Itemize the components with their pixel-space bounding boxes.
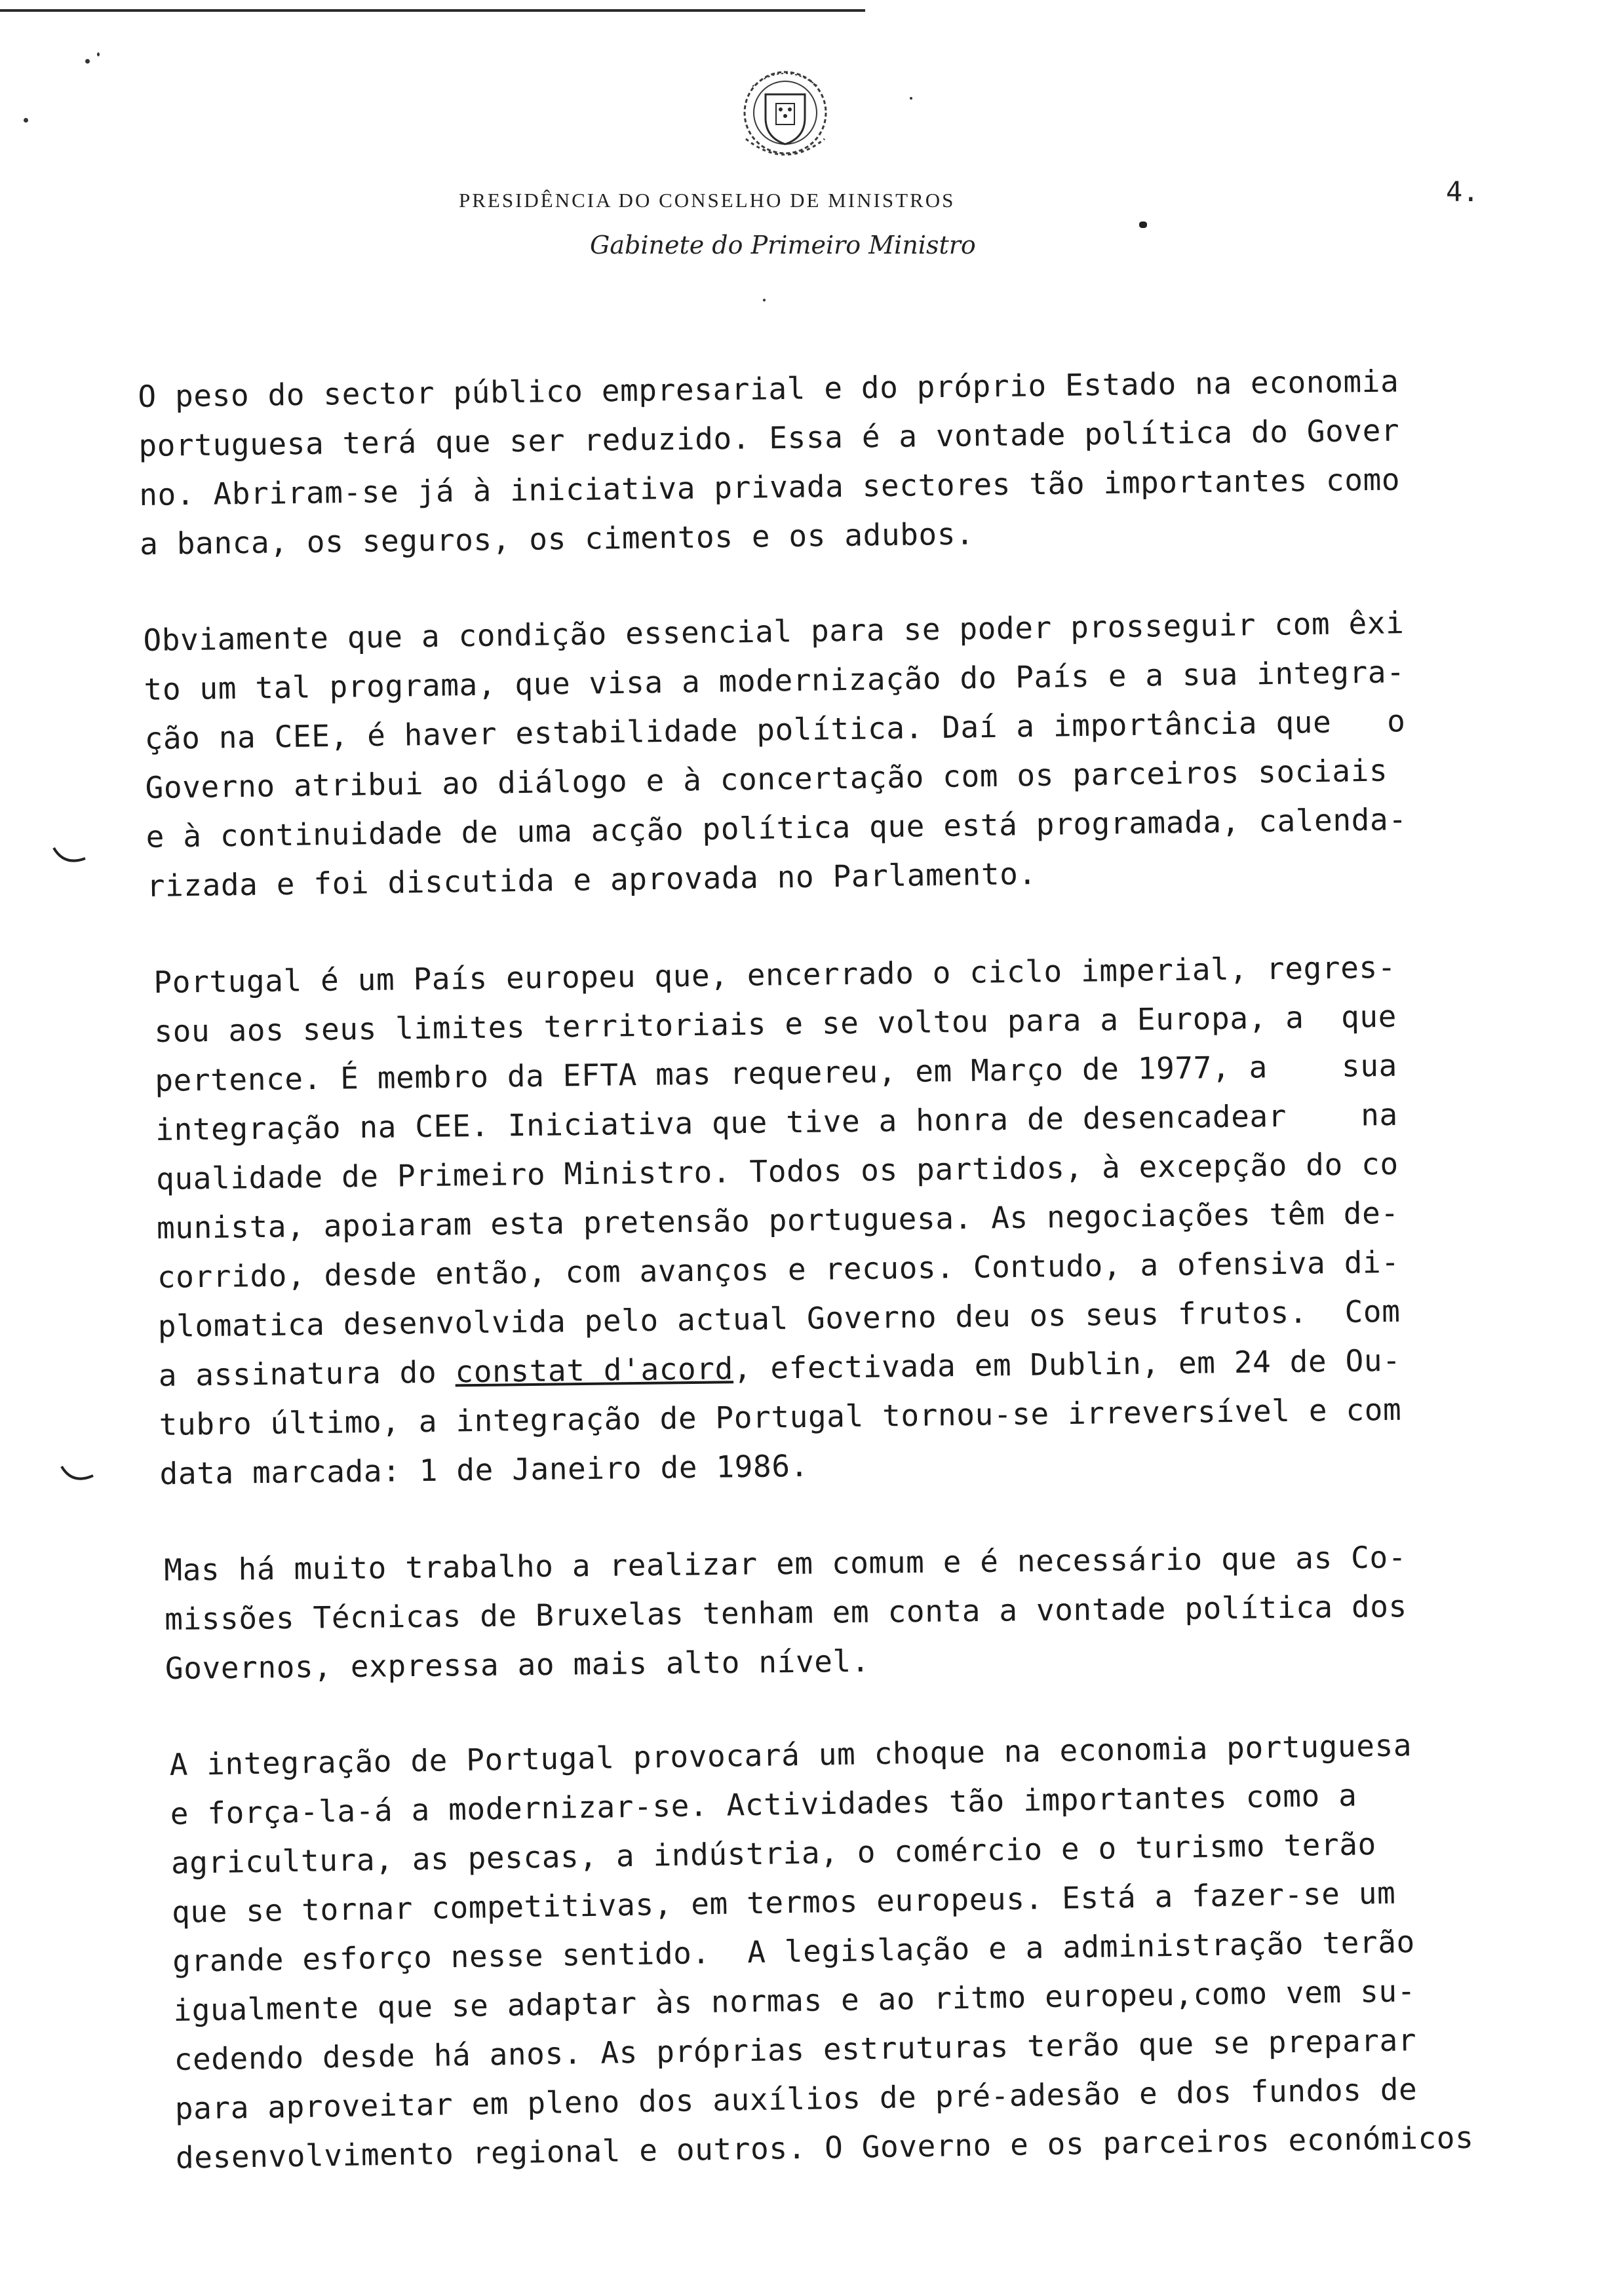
coat-of-arms-seal [726,60,844,178]
text-line: agricultura, as pescas, a indústria, o comércio e o turismo terão [170,1826,1377,1881]
text-line: no. Abriram-se já à iniciativa privada sectores tão importantes como [138,461,1401,512]
text-line: ção na CEE, é haver estabilidade política. Daí a importância que o [144,703,1406,756]
text-line: e força-la-á a modernizar-se. Actividades tão importantes como a [170,1777,1357,1831]
paragraph-4 [164,1531,1535,1693]
paragraph-2 [143,596,1538,911]
scan-speck [763,299,766,301]
margin-hook-mark [59,1463,96,1485]
text-line: A integração de Portugal provocará um choque na economia portuguesa [169,1727,1412,1782]
text-line: para aproveitar em pleno dos auxílios de pré-adesão e dos fundos de [174,2071,1418,2126]
text-fragment: a assinatura do [158,1354,456,1393]
top-rule [0,9,865,12]
paragraph-5 [169,1719,1540,2183]
text-line: data marcada: 1 de Janeiro de 1986. [159,1447,809,1491]
text-line: pertence. É membro da EFTA mas requereu, em Março de 1977, a sua [154,1047,1398,1098]
scan-speck [97,52,100,56]
text-line: que se tornar competitivas, em termos europeus. Está a fazer-se um [171,1875,1396,1930]
text-line: Mas há muito trabalho a realizar em comum e é necessário que as Co- [164,1539,1407,1588]
paragraph-1 [138,355,1536,569]
margin-hook-mark [51,844,88,866]
scan-speck [910,97,912,100]
text-line: plomatica desenvolvida pelo actual Governo deu os seus frutos. Com [157,1293,1401,1344]
text-line: portuguesa terá que ser reduzido. Essa é a vontade política do Gover [138,412,1400,463]
scan-speck [85,59,90,64]
page-number: 4. [1446,176,1479,208]
text-line: tubro último, a integração de Portugal tornou-se irreversível e com [159,1391,1402,1442]
paragraph-3 [153,941,1540,1499]
scan-speck [24,118,28,123]
ink-mark [1139,221,1147,228]
text-line: desenvolvimento regional e outros. O Governo e os parceiros económicos [175,2119,1474,2175]
text-line: O peso do sector público empresarial e do próprio Estado na economia [138,363,1399,414]
text-line: e à continuidade de uma acção política que está programada, calenda- [146,801,1407,854]
text-line: cedendo desde há anos. As próprias estruturas terão que se preparar [174,2022,1417,2077]
text-fragment: , efectivada em Dublin, em 24 de Ou- [733,1342,1401,1387]
text-line: grande esforço nesse sentido. A legislação e a administração terão [172,1924,1416,1979]
text-line: corrido, desde então, com avanços e recuos. Contudo, a ofensiva di- [157,1244,1400,1295]
text-line: a banca, os seguros, os cimentos e os adubos. [139,516,975,562]
text-line: Governos, expressa ao mais alto nível. [165,1643,870,1686]
document-body [138,363,1534,2230]
text-line: integração na CEE. Iniciativa que tive a honra de desencadear na [155,1096,1399,1147]
text-line: missões Técnicas de Bruxelas tenham em conta a vontade política dos [164,1588,1408,1637]
text-line: Governo atribui ao diálogo e à concertação com os parceiros sociais [145,752,1388,805]
letterhead-title: PRESIDÊNCIA DO CONSELHO DE MINISTROS [459,189,956,212]
text-line: Portugal é um País europeu que, encerrado o ciclo imperial, regres- [153,949,1397,1000]
text-line: to um tal programa, que visa a modernização do País e a sua integra- [144,654,1405,707]
text-line: munista, apoiaram esta pretensão portuguesa. As negociações têm de- [156,1195,1399,1246]
text-line: sou aos seus limites territoriais e se voltou para a Europa, a que [154,998,1397,1049]
text-line: rizada e foi discutida e aprovada no Parlamento. [146,855,1038,904]
letterhead-subtitle: Gabinete do Primeiro Ministro [590,231,976,259]
text-line: qualidade de Primeiro Ministro. Todos os partidos, à excepção do co [155,1145,1399,1196]
underlined-term: constat d'acord [455,1350,734,1390]
text-line: igualmente que se adaptar às normas e ao ritmo europeu,como vem su- [173,1973,1416,2028]
text-line: Obviamente que a condição essencial para se poder prosseguir com êxi [143,605,1405,658]
